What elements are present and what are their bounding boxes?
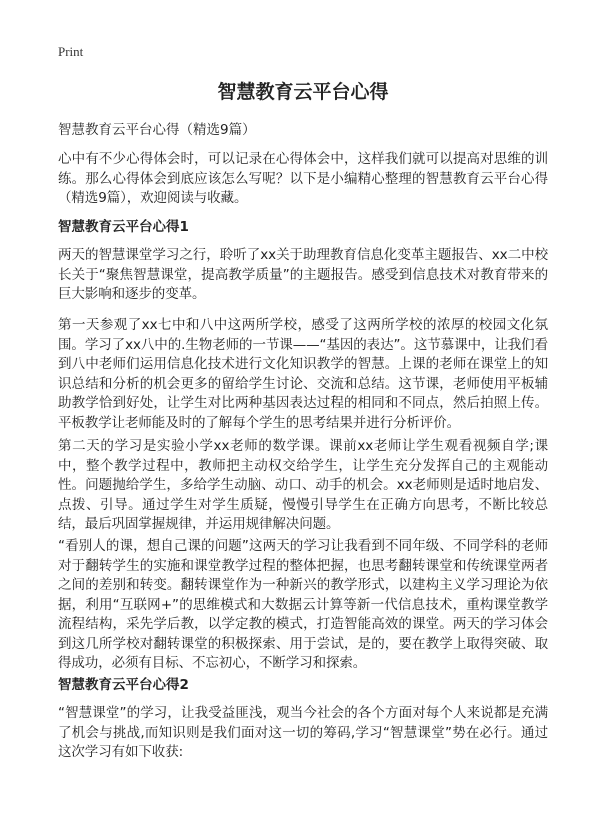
page-title: 智慧教育云平台心得 bbox=[217, 81, 389, 103]
section2-paragraph-1: “智慧课堂”的学习，让我受益匪浅，观当今社会的各个方面对每个人来说都是充满了机会与挑战,而知识则是我们面对这一切的筹码,学习“智慧课堂”势在必行。通过这次学习有如下收获: bbox=[58, 705, 548, 760]
section-heading-1: 智慧教育云平台心得1 bbox=[58, 219, 189, 235]
page-subtitle: 智慧教育云平台心得（精选9篇） bbox=[58, 122, 256, 138]
intro-paragraph: 心中有不少心得体会时，可以记录在心得体会中，这样我们就可以提高对思维的训练。那么心得体会到底应该怎么写呢？以下是小编精心整理的智慧教育云平台心得（精选9篇），欢迎阅读与收藏。 bbox=[58, 151, 548, 206]
section-heading-2: 智慧教育云平台心得2 bbox=[58, 677, 189, 693]
section1-paragraph-1: 两天的智慧课堂学习之行，聆听了xx关于助理教育信息化变革主题报告、xx二中校长关于“聚焦智慧课堂，提高教学质量”的主题报告。感受到信息技术对教育带来的巨大影响和逐步的变革。 bbox=[58, 247, 548, 302]
section1-paragraph-4: “看别人的课，想自己课的问题”这两天的学习让我看到不同年级、不同学科的老师对于翻转学生的实施和课堂教学过程的整体把握，也思考翻转课堂和传统课堂两者之间的差别和转变。翻转课堂作为一种新兴的教学形式，以建构主义学习理论为依据，利用“互联网+”的思维模式和大数据云计算等新一代信息技术，重构课堂教学流程结构，采先学后教，以学定教的模式，打造智能高效的课堂。两天的学习体会到这几所学校对翻转课堂的积极探索、用于尝试，是的，要在教学上取得突破、取得成功，必须有目标、不忘初心，不断学习和探索。 bbox=[58, 538, 548, 671]
print-link[interactable]: Print bbox=[58, 44, 84, 59]
section1-paragraph-2: 第一天参观了xx七中和八中这两所学校，感受了这两所学校的浓厚的校园文化氛围。学习了xx八中的.生物老师的一节课——“基因的表达”。这节慕课中，让我们看到八中老师们运用信息化技术进行文化知识教学的智慧。上课的老师在课堂上的知识总结和分析的机会更多的留给学生讨论、交流和总结。这节课，老师使用平板辅助教学恰到好处，让学生对比两种基因表达过程的相同和不同点，然后拍照上传。平板教学让老师能及时的了解每个学生的思考结果并进行分析评价。 bbox=[58, 317, 548, 431]
section1-paragraph-3: 第二天的学习是实验小学xx老师的数学课。课前xx老师让学生观看视频自学;课中，整个教学过程中，教师把主动权交给学生，让学生充分发挥自己的主观能动性。问题抛给学生，多给学生动脑、动口、动手的机会。xx老师则是适时地启发、点拨、引导。通过学生对学生质疑，慢慢引导学生在正确方向思考，不断比较总结，最后巩固掌握规律，并运用规律解决问题。 bbox=[58, 438, 548, 532]
